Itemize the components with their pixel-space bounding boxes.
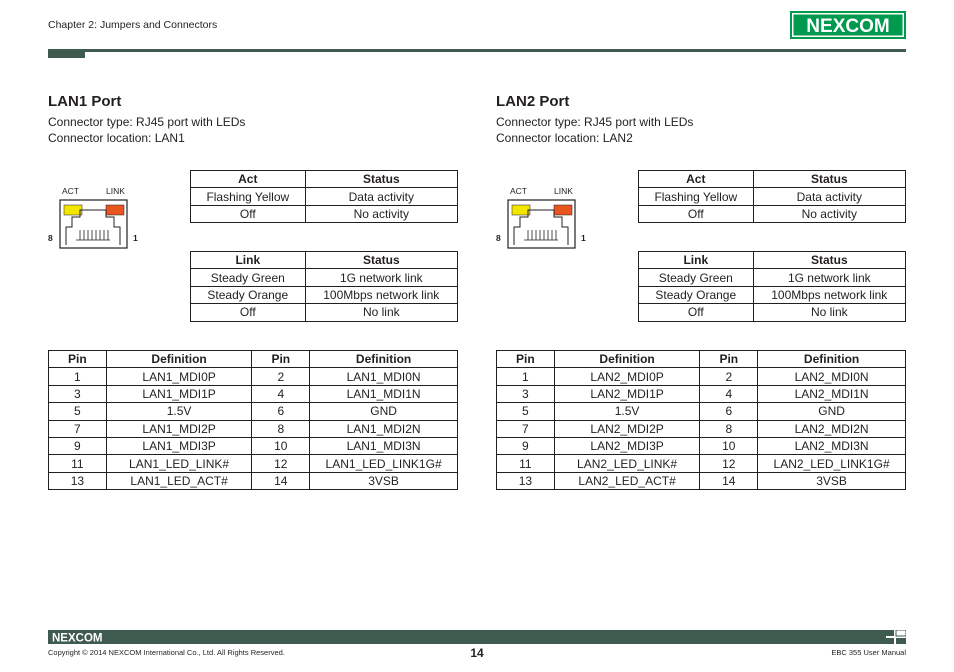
- table-cell: Off: [191, 304, 306, 321]
- table-cell: 1.5V: [554, 403, 700, 420]
- header-rule: [48, 49, 906, 52]
- manual-title: EBC 355 User Manual: [831, 648, 906, 657]
- table-header: Status: [753, 171, 905, 188]
- table-cell: No activity: [305, 205, 457, 222]
- lan1-link-table: [190, 251, 458, 322]
- footer-bar: [48, 630, 906, 644]
- table-cell: Off: [639, 205, 754, 222]
- chapter-title: Chapter 2: Jumpers and Connectors: [48, 19, 218, 31]
- lan2-pin-8-label: 8: [496, 233, 501, 243]
- lan2-pin-1-label: 1: [581, 233, 586, 243]
- table-row: [49, 472, 458, 489]
- svg-text:NEXCOM: NEXCOM: [52, 632, 103, 643]
- table-cell: 1: [497, 368, 555, 385]
- table-cell: 1G network link: [305, 269, 457, 286]
- table-header: Act: [191, 171, 306, 188]
- table-row: [49, 455, 458, 472]
- table-cell: Data activity: [753, 188, 905, 205]
- table-cell: Steady Green: [639, 269, 754, 286]
- table-row: [639, 304, 906, 321]
- table-row: [497, 472, 906, 489]
- table-row: [497, 368, 906, 385]
- table-cell: 3: [49, 385, 107, 402]
- lan2-pin-table: [496, 350, 906, 490]
- table-cell: Data activity: [305, 188, 457, 205]
- table-row: [191, 205, 458, 222]
- table-cell: 11: [49, 455, 107, 472]
- table-cell: GND: [758, 403, 906, 420]
- table-header: Pin: [49, 351, 107, 368]
- table-row: [639, 188, 906, 205]
- table-cell: 6: [252, 403, 310, 420]
- table-cell: LAN1_MDI0P: [106, 368, 252, 385]
- table-cell: LAN2_MDI3N: [758, 437, 906, 454]
- table-row: [49, 437, 458, 454]
- table-cell: No activity: [753, 205, 905, 222]
- copyright-text: Copyright © 2014 NEXCOM International Co., Ltd. All Rights Reserved.: [48, 648, 285, 657]
- table-cell: 4: [252, 385, 310, 402]
- table-row: [191, 269, 458, 286]
- table-cell: LAN2_MDI0P: [554, 368, 700, 385]
- table-row: [49, 403, 458, 420]
- table-cell: LAN2_LED_LINK#: [554, 455, 700, 472]
- footer-squares-icon: [886, 630, 906, 644]
- table-row: [639, 286, 906, 303]
- table-row: [191, 188, 458, 205]
- table-cell: LAN2_MDI1P: [554, 385, 700, 402]
- table-cell: 10: [252, 437, 310, 454]
- table-header: Definition: [310, 351, 458, 368]
- table-row: [49, 368, 458, 385]
- table-row: [639, 205, 906, 222]
- table-cell: Off: [639, 304, 754, 321]
- nexcom-logo: [790, 11, 906, 39]
- lan2-section: [496, 92, 916, 146]
- table-row: [497, 403, 906, 420]
- table-cell: Flashing Yellow: [191, 188, 306, 205]
- lan1-pin-8-label: 8: [48, 233, 53, 243]
- table-cell: Steady Green: [191, 269, 306, 286]
- table-cell: 3VSB: [758, 472, 906, 489]
- table-header: Status: [305, 171, 457, 188]
- table-cell: 100Mbps network link: [753, 286, 905, 303]
- table-cell: 9: [497, 437, 555, 454]
- table-cell: LAN2_MDI2P: [554, 420, 700, 437]
- table-cell: 8: [252, 420, 310, 437]
- table-cell: LAN2_MDI2N: [758, 420, 906, 437]
- table-header: Definition: [106, 351, 252, 368]
- lan2-title: LAN2 Port: [496, 93, 570, 110]
- table-cell: 9: [49, 437, 107, 454]
- lan1-connector-location: Connector location: LAN1: [48, 131, 185, 145]
- table-cell: LAN2_MDI0N: [758, 368, 906, 385]
- rj45-jack-icon: [48, 186, 143, 256]
- table-header: Status: [753, 252, 905, 269]
- table-row: [191, 304, 458, 321]
- page-number: 14: [470, 646, 484, 660]
- table-cell: Steady Orange: [639, 286, 754, 303]
- table-row: [497, 437, 906, 454]
- table-row: [639, 269, 906, 286]
- table-cell: No link: [305, 304, 457, 321]
- table-cell: Flashing Yellow: [639, 188, 754, 205]
- table-cell: 3: [497, 385, 555, 402]
- table-cell: 5: [497, 403, 555, 420]
- table-cell: 7: [497, 420, 555, 437]
- table-cell: 100Mbps network link: [305, 286, 457, 303]
- table-cell: LAN1_MDI3N: [310, 437, 458, 454]
- table-header: Pin: [252, 351, 310, 368]
- header-tab: [48, 49, 85, 58]
- lan2-act-label: ACT: [510, 186, 527, 196]
- lan1-act-label: ACT: [62, 186, 79, 196]
- table-cell: LAN1_MDI3P: [106, 437, 252, 454]
- lan2-rj45-diagram: [496, 186, 591, 256]
- lan1-pin-table: [48, 350, 458, 490]
- table-cell: 11: [497, 455, 555, 472]
- table-cell: 2: [700, 368, 758, 385]
- table-cell: LAN1_MDI1N: [310, 385, 458, 402]
- table-cell: LAN2_MDI1N: [758, 385, 906, 402]
- table-cell: LAN1_MDI1P: [106, 385, 252, 402]
- lan1-rj45-diagram: [48, 186, 143, 256]
- table-header: Act: [639, 171, 754, 188]
- table-cell: GND: [310, 403, 458, 420]
- table-cell: LAN1_LED_LINK#: [106, 455, 252, 472]
- lan2-link-label: LINK: [554, 186, 573, 196]
- table-header: Link: [191, 252, 306, 269]
- lan1-link-label: LINK: [106, 186, 125, 196]
- table-cell: 14: [700, 472, 758, 489]
- table-cell: LAN1_LED_ACT#: [106, 472, 252, 489]
- svg-text:NEXCOM: NEXCOM: [806, 16, 890, 37]
- table-cell: 1.5V: [106, 403, 252, 420]
- table-cell: 3VSB: [310, 472, 458, 489]
- table-cell: LAN2_MDI3P: [554, 437, 700, 454]
- table-cell: No link: [753, 304, 905, 321]
- table-cell: 5: [49, 403, 107, 420]
- table-cell: LAN1_MDI2P: [106, 420, 252, 437]
- table-cell: LAN1_MDI0N: [310, 368, 458, 385]
- table-header: Status: [305, 252, 457, 269]
- table-cell: LAN2_LED_LINK1G#: [758, 455, 906, 472]
- table-header: Definition: [758, 351, 906, 368]
- lan1-act-table: [190, 170, 458, 223]
- lan1-section: [48, 92, 468, 146]
- lan2-connector-location: Connector location: LAN2: [496, 131, 633, 145]
- table-cell: LAN2_LED_ACT#: [554, 472, 700, 489]
- table-cell: LAN1_MDI2N: [310, 420, 458, 437]
- table-header: Pin: [700, 351, 758, 368]
- table-cell: 4: [700, 385, 758, 402]
- table-header: Link: [639, 252, 754, 269]
- table-cell: 13: [497, 472, 555, 489]
- table-row: [49, 385, 458, 402]
- table-row: [497, 420, 906, 437]
- lan1-connector-type: Connector type: RJ45 port with LEDs: [48, 115, 246, 129]
- table-row: [49, 420, 458, 437]
- table-header: Definition: [554, 351, 700, 368]
- table-row: [497, 455, 906, 472]
- table-cell: LAN1_LED_LINK1G#: [310, 455, 458, 472]
- table-row: [191, 286, 458, 303]
- lan1-pin-1-label: 1: [133, 233, 138, 243]
- table-cell: 7: [49, 420, 107, 437]
- table-cell: 14: [252, 472, 310, 489]
- table-header: Pin: [497, 351, 555, 368]
- rj45-jack-icon: [496, 186, 591, 256]
- lan2-act-table: [638, 170, 906, 223]
- table-cell: 12: [252, 455, 310, 472]
- table-cell: 6: [700, 403, 758, 420]
- table-cell: 1: [49, 368, 107, 385]
- table-cell: 13: [49, 472, 107, 489]
- lan2-link-table: [638, 251, 906, 322]
- table-row: [497, 385, 906, 402]
- table-cell: 1G network link: [753, 269, 905, 286]
- table-cell: 12: [700, 455, 758, 472]
- table-cell: 2: [252, 368, 310, 385]
- table-cell: 10: [700, 437, 758, 454]
- table-cell: 8: [700, 420, 758, 437]
- table-cell: Steady Orange: [191, 286, 306, 303]
- footer-nexcom-logo: [52, 631, 108, 643]
- lan1-title: LAN1 Port: [48, 93, 122, 110]
- table-cell: Off: [191, 205, 306, 222]
- lan2-connector-type: Connector type: RJ45 port with LEDs: [496, 115, 694, 129]
